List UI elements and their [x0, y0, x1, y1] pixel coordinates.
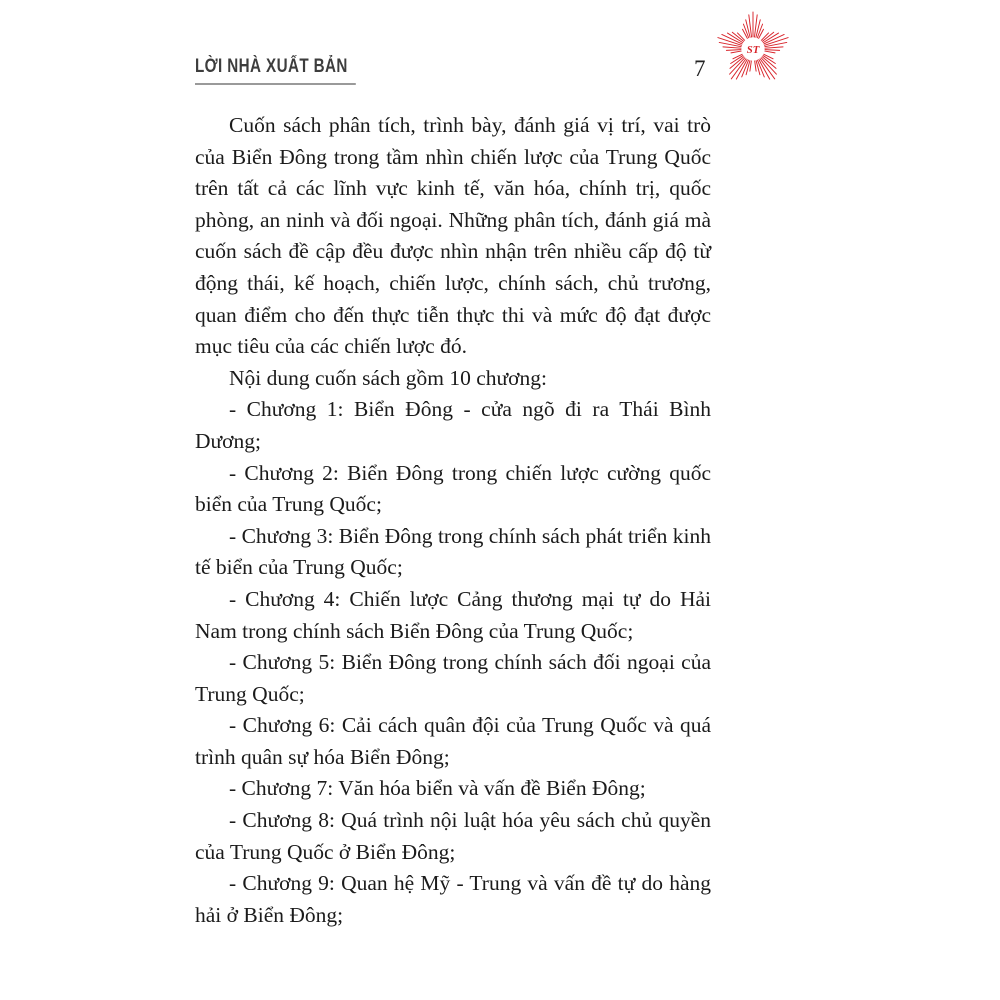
chapter-item-8: - Chương 8: Quá trình nội luật hóa yêu sách chủ quyền của Trung Quốc ở Biển Đông; — [195, 808, 711, 864]
logo-monogram: ST — [746, 43, 760, 56]
chapter-item-2: - Chương 2: Biển Đông trong chiến lược cường quốc biển của Trung Quốc; — [195, 460, 711, 517]
intro-paragraph: Cuốn sách phân tích, trình bày, đánh giá vị trí, vai trò của Biển Đông trong tầm nhìn chiến lược của Trung Quốc trên tất cả các lĩnh vực kinh tế, văn hóa, chính trị, quốc phòng, an ninh và đối ngoại. Những phân tích, đánh giá mà cuốn sách đề cập đều được nhìn nhận trên nhiều cấp độ từ động thái, kế hoạch, chiến lược, chính sách, chủ trương, quan điểm cho đến thực tiễn thực thi và mức độ đạt được mục tiêu của các chiến lược đó. — [195, 113, 711, 359]
publisher-star-logo-icon — [710, 6, 796, 92]
contents-lead: Nội dung cuốn sách gồm 10 chương: — [229, 365, 548, 390]
running-header-title: LỜI NHÀ XUẤT BẢN — [195, 56, 356, 85]
chapter-item-9: - Chương 9: Quan hệ Mỹ - Trung và vấn đề tự do hàng hải ở Biển Đông; — [195, 871, 711, 927]
chapter-item-1: - Chương 1: Biển Đông - cửa ngõ đi ra Thái Bình Dương; — [195, 397, 711, 453]
chapter-item-3: - Chương 3: Biển Đông trong chính sách phát triển kinh tế biển của Trung Quốc; — [195, 523, 711, 580]
page-body — [195, 110, 711, 931]
chapter-item-7: - Chương 7: Văn hóa biển và vấn đề Biển Đông; — [229, 776, 646, 801]
chapter-item-6: - Chương 6: Cải cách quân đội của Trung Quốc và quá trình quân sự hóa Biển Đông; — [195, 713, 711, 769]
page-number: 7 — [694, 56, 706, 81]
chapter-item-4: - Chương 4: Chiến lược Cảng thương mại tự do Hải Nam trong chính sách Biển Đông của Trung Quốc; — [195, 586, 711, 643]
chapter-item-5: - Chương 5: Biển Đông trong chính sách đối ngoại của Trung Quốc; — [195, 650, 711, 706]
